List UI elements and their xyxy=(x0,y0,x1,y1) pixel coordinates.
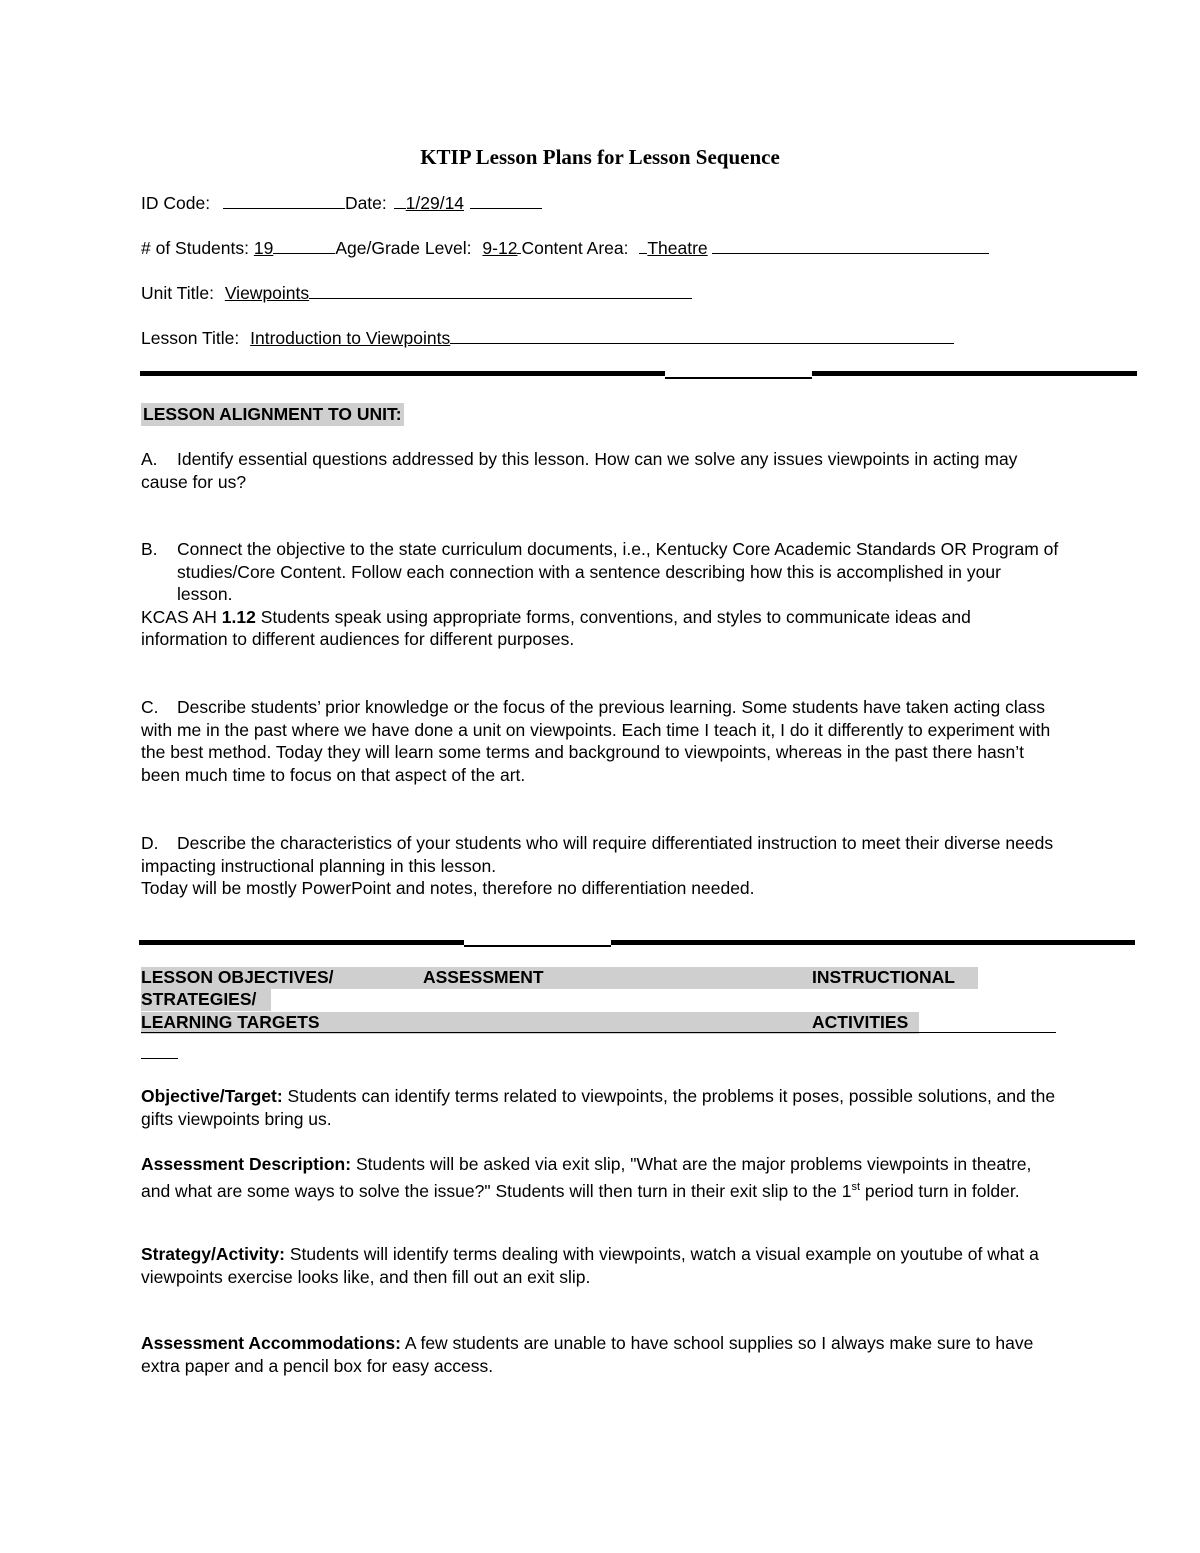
lesson-value[interactable]: Introduction to Viewpoints xyxy=(250,328,451,348)
objective-label: Objective/Target: xyxy=(141,1086,283,1106)
students-line xyxy=(141,237,989,259)
col-instructional-label: INSTRUCTIONAL xyxy=(812,967,955,987)
item-a-text: Identify essential questions addressed by this lesson. How can we solve any issues viewpoints in acting may cause for us? xyxy=(141,449,1018,492)
assessment-description xyxy=(141,1153,1061,1202)
item-b xyxy=(141,538,1061,651)
assessment-sup: st xyxy=(851,1180,861,1193)
assessment-text: Students will be asked via exit slip, "What are the major problems viewpoints in theatre, and what are some ways to solve the issue?" Students will then turn in their exit slip to the 1 xyxy=(141,1154,1032,1201)
header-underline-stub xyxy=(141,1058,178,1059)
students-value[interactable]: 19 xyxy=(253,238,274,258)
item-b-letter: B. xyxy=(141,539,158,559)
item-d-text: Describe the characteristics of your students who will require differentiated instruction to meet their diverse needs impacting instructional planning in this lesson. xyxy=(141,833,1054,876)
objective-target xyxy=(141,1085,1061,1130)
header-underline xyxy=(141,1032,1056,1033)
unit-line xyxy=(141,282,692,304)
item-c-letter: C. xyxy=(141,697,159,717)
assessment-accommodations xyxy=(141,1332,1061,1377)
item-d-text2: Today will be mostly PowerPoint and notes, therefore no differentiation needed. xyxy=(141,878,755,898)
assessment-text2: period turn in folder. xyxy=(864,1180,1020,1201)
item-a xyxy=(141,448,1061,493)
assessment-label: Assessment Description: xyxy=(141,1154,352,1174)
id-code-label: ID Code: xyxy=(141,193,211,213)
strategy-label: Strategy/Activity: xyxy=(141,1244,285,1264)
item-b-text: Connect the objective to the state curriculum documents, i.e., Kentucky Core Academic Standards OR Program of studies/Core Content. Follow each connection with a sentence describing how this is accomplished in your lesson. xyxy=(177,539,1059,604)
col-learning-targets-label: LEARNING TARGETS xyxy=(141,1012,320,1032)
alignment-heading: LESSON ALIGNMENT TO UNIT: xyxy=(143,404,402,424)
strategy-text: Students will identify terms dealing with viewpoints, watch a visual example on youtube of what a viewpoints exercise looks like, and then fill out an exit slip. xyxy=(141,1244,1039,1287)
grade-label: Age/Grade Level: xyxy=(335,238,472,258)
kcas-number: 1.12 xyxy=(221,606,256,627)
content-label: Content Area: xyxy=(521,238,629,258)
date-value[interactable]: 1/29/14 xyxy=(405,193,465,213)
id-date-line xyxy=(141,192,542,214)
unit-value[interactable]: Viewpoints xyxy=(224,283,310,303)
item-d-letter: D. xyxy=(141,833,159,853)
lesson-label: Lesson Title: xyxy=(141,328,240,348)
item-d xyxy=(141,832,1061,900)
kcas-standard xyxy=(141,606,1061,651)
divider-bar xyxy=(140,371,665,376)
divider-bar xyxy=(611,940,1135,945)
strategy-activity xyxy=(141,1243,1061,1288)
divider-bar xyxy=(665,377,812,379)
date-label: Date: xyxy=(344,193,387,213)
students-label: # of Students: xyxy=(141,238,249,258)
divider-bar xyxy=(464,945,611,947)
document-title: KTIP Lesson Plans for Lesson Sequence xyxy=(420,145,780,169)
item-c-text: Describe students’ prior knowledge or the focus of the previous learning. Some students have taken acting class with me in the past where we have done a unit on viewpoints. Each time I teach it, I do it differently to experiment with the best method. Today they will learn some terms and background to viewpoints, whereas in the past there hasn’t been much time to focus on that aspect of the art. xyxy=(141,697,1051,785)
kcas-prefix: KCAS AH xyxy=(141,606,217,627)
item-c xyxy=(141,696,1061,786)
unit-label: Unit Title: xyxy=(141,283,214,303)
objective-text: Students can identify terms related to viewpoints, the problems it poses, possible solutions, and the gifts viewpoints bring us. xyxy=(141,1086,1056,1129)
kcas-text: Students speak using appropriate forms, conventions, and styles to communicate ideas and information to different audiences for different purposes. xyxy=(141,606,971,649)
accommodations-text: A few students are unable to have school supplies so I always make sure to have extra paper and a pencil box for easy access. xyxy=(141,1333,1034,1376)
content-value[interactable]: Theatre xyxy=(647,238,708,258)
col-activities-label: ACTIVITIES xyxy=(812,1012,909,1032)
grade-value[interactable]: 9-12 xyxy=(482,238,518,258)
item-a-letter: A. xyxy=(141,449,158,469)
divider-bar xyxy=(139,940,464,945)
col-objectives-label: LESSON OBJECTIVES/ xyxy=(141,967,334,987)
divider-bar xyxy=(812,371,1137,376)
col-strategies-label: STRATEGIES/ xyxy=(141,989,257,1009)
accommodations-label: Assessment Accommodations: xyxy=(141,1333,401,1353)
lesson-line xyxy=(141,327,954,349)
id-code-field[interactable] xyxy=(223,192,345,209)
col-assessment-label: ASSESSMENT xyxy=(423,967,544,987)
